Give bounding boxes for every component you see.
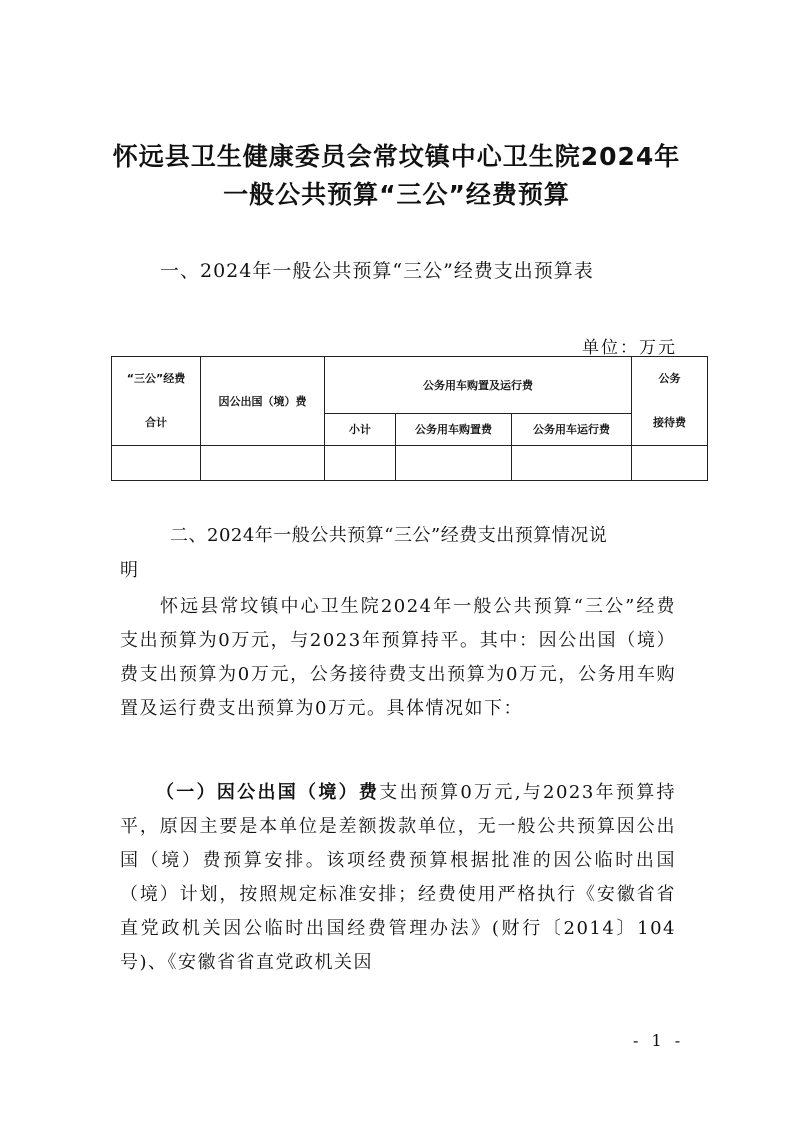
document-title-line2: 一般公共预算“三公”经费预算 xyxy=(223,180,570,209)
cell-vehicle-purchase xyxy=(396,446,512,481)
section1-heading: 一、2024年一般公共预算“三公”经费支出预算表 xyxy=(160,260,594,282)
paragraph-summary: 怀远县常坟镇中心卫生院2024年一般公共预算“三公”经费支出预算为0万元，与2023年预算持平。其中：因公出国（境）费支出预算为0万元，公务接待费支出预算为0万元，公务用车购置及运行费支出预算为0万元。具体情况如下： xyxy=(120,596,676,719)
section2-heading-cont: 明 xyxy=(120,560,138,581)
page-number: - 1 - xyxy=(633,1031,685,1050)
cell-overseas xyxy=(201,446,325,481)
header-vehicle-purchase: 公务用车购置费 xyxy=(396,413,512,445)
header-total-top: “三公”经费 xyxy=(126,372,186,385)
header-vehicle-operation: 公务用车运行费 xyxy=(512,413,632,445)
header-vehicle-group: 公务用车购置及运行费 xyxy=(325,357,632,414)
cell-subtotal xyxy=(325,446,396,481)
header-overseas: 因公出国（境）费 xyxy=(201,357,325,446)
header-reception-top: 公务 xyxy=(658,372,681,385)
paragraph-overseas xyxy=(120,776,676,980)
header-total-bottom: 合计 xyxy=(145,416,167,429)
budget-table xyxy=(111,356,708,481)
header-reception xyxy=(632,357,708,446)
cell-reception xyxy=(632,446,708,481)
section2-heading: 二、2024年一般公共预算“三公”经费支出预算情况说 xyxy=(170,525,608,546)
document-title-line1: 怀远县卫生健康委员会常坟镇中心卫生院2024年 xyxy=(112,142,681,171)
table-row xyxy=(112,446,708,481)
paragraph-overseas-text: 支出预算0万元,与2023年预算持平，原因主要是本单位是差额拨款单位，无一般公共预算因公出国（境）费预算安排。该项经费预算根据批准的因公临时出国（境）计划，按照规定标准安排；经费使用严格执行《安徽省省直党政机关因公临时出国经费管理办法》(财行〔2014〕104号)、《安徽省省直党政机关因 xyxy=(120,782,677,973)
header-subtotal: 小计 xyxy=(325,413,396,445)
cell-vehicle-operation xyxy=(512,446,632,481)
header-total xyxy=(112,357,201,446)
cell-total xyxy=(112,446,201,481)
unit-label: 单位：万元 xyxy=(582,338,677,358)
paragraph-overseas-lead: （一）因公出国（境）费 xyxy=(156,782,380,803)
header-reception-bottom: 接待费 xyxy=(653,416,686,429)
